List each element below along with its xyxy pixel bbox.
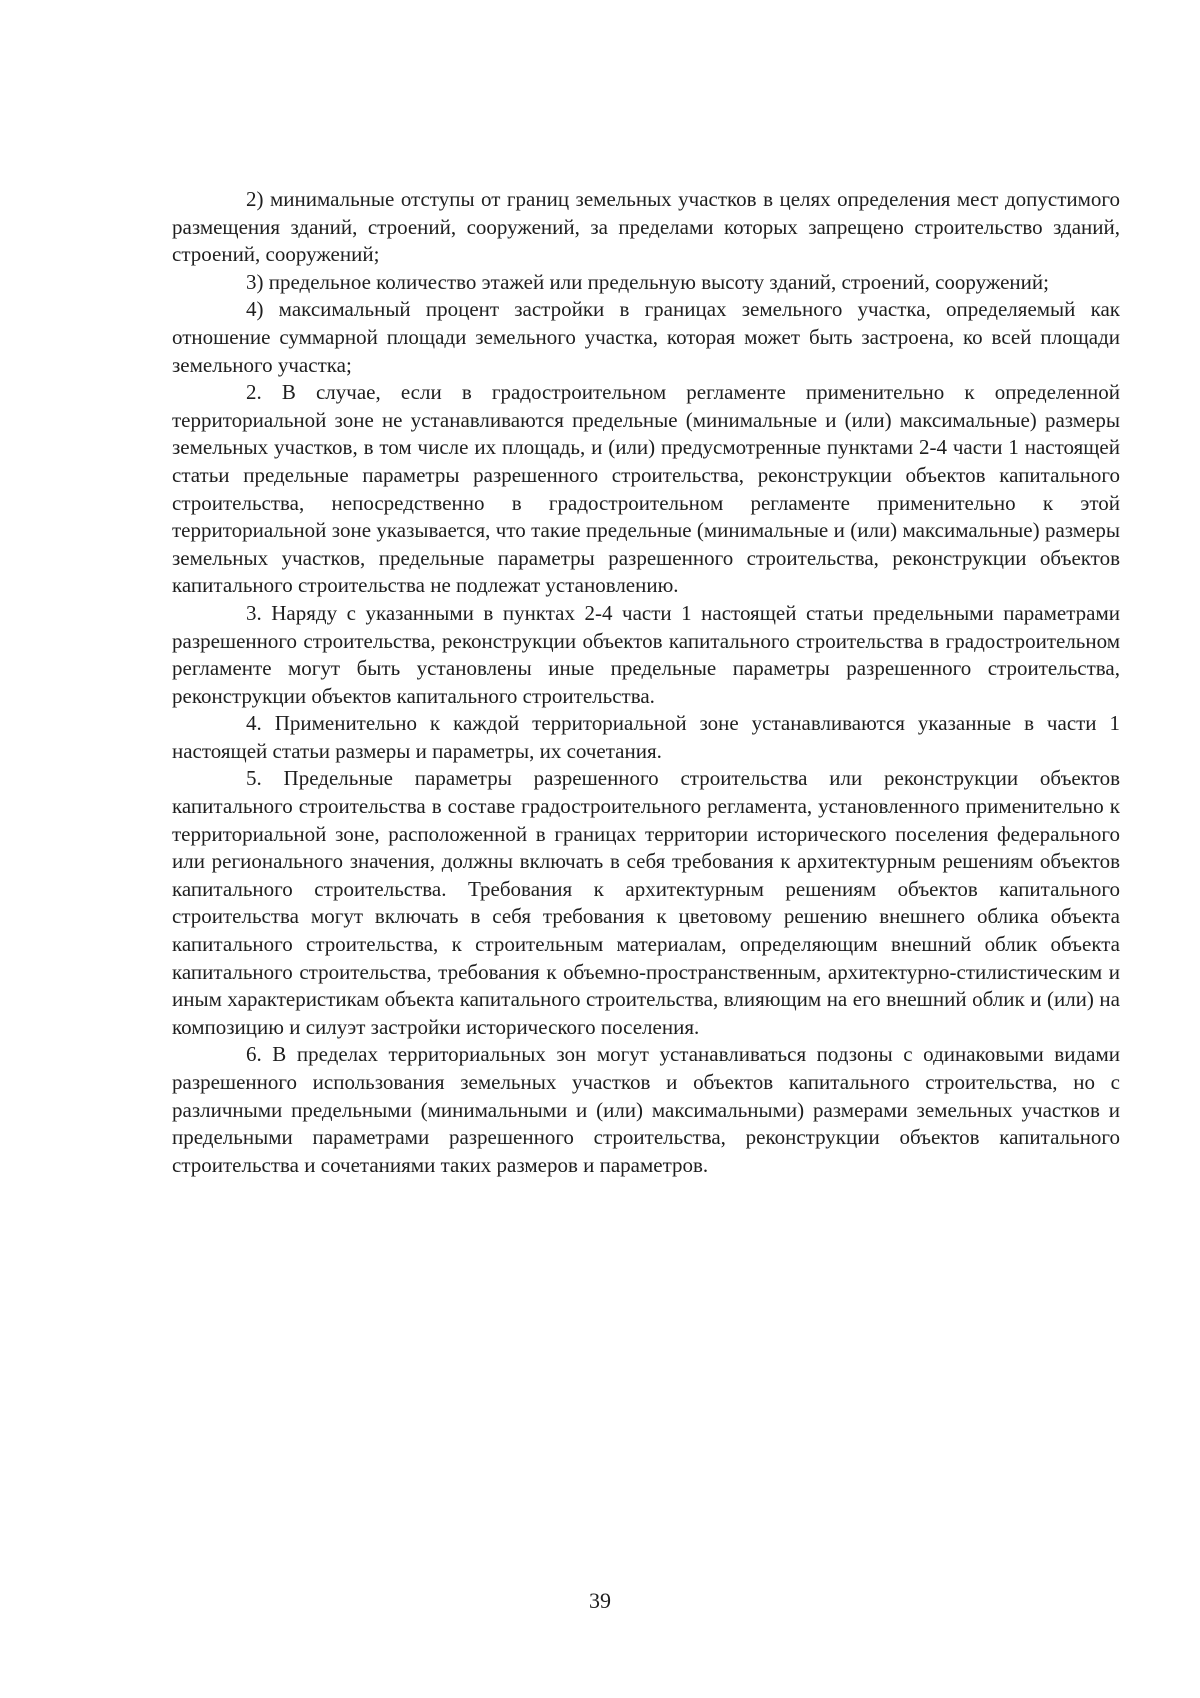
- page-number: 39: [589, 1588, 611, 1613]
- paragraph-item-2: 2) минимальные отступы от границ земельных участков в целях определения мест допустимого размещения зданий, строений, сооружений, за пределами которых запрещено строительство зданий, строений, сооружений;: [172, 187, 1120, 267]
- paragraph-part-6: 6. В пределах территориальных зон могут устанавливаться подзоны с одинаковыми видами разрешенного использования земельных участков и объектов капитального строительства, но с различными предельными (минимальными и (или) максимальными) размерами земельных участков и предельными параметрами разрешенного строительства, реконструкции объектов капитального строительства и сочетаниями таких размеров и параметров.: [172, 1042, 1120, 1177]
- body-text: [172, 186, 1120, 1179]
- paragraph-part-5: 5. Предельные параметры разрешенного строительства или реконструкции объектов капитального строительства в составе градостроительного регламента, установленного применительно к территориальной зоне, расположенной в границах территории исторического поселения федерального или регионального значения, должны включать в себя требования к архитектурным решениям объектов капитального строительства. Требования к архитектурным решениям объектов капитального строительства могут включать в себя требования к цветовому решению внешнего облика объекта капитального строительства, к строительным материалам, определяющим внешний облик объекта капитального строительства, требования к объемно-пространственным, архитектурно-стилистическим и иным характеристикам объекта капитального строительства, влияющим на его внешний облик и (или) на композицию и силуэт застройки исторического поселения.: [172, 766, 1120, 1039]
- paragraph-part-4: 4. Применительно к каждой территориальной зоне устанавливаются указанные в части 1 настоящей статьи размеры и параметры, их сочетания.: [172, 711, 1120, 763]
- paragraph-item-4: 4) максимальный процент застройки в границах земельного участка, определяемый как отношение суммарной площади земельного участка, которая может быть застроена, ко всей площади земельного участка;: [172, 297, 1120, 377]
- paragraph-part-2: 2. В случае, если в градостроительном регламенте применительно к определенной территориальной зоне не устанавливаются предельные (минимальные и (или) максимальные) размеры земельных участков, в том числе их площадь, и (или) предусмотренные пунктами 2-4 части 1 настоящей статьи предельные параметры разрешенного строительства, реконструкции объектов капитального строительства, непосредственно в градостроительном регламенте применительно к этой территориальной зоне указывается, что такие предельные (минимальные и (или) максимальные) размеры земельных участков, предельные параметры разрешенного строительства, реконструкции объектов капитального строительства не подлежат установлению.: [172, 380, 1120, 598]
- paragraph-part-3: 3. Наряду с указанными в пунктах 2-4 части 1 настоящей статьи предельными параметрами разрешенного строительства, реконструкции объектов капитального строительства в градостроительном регламенте могут быть установлены иные предельные параметры разрешенного строительства, реконструкции объектов капитального строительства.: [172, 600, 1120, 708]
- paragraph-item-3: 3) предельное количество этажей или предельную высоту зданий, строений, сооружений;: [246, 269, 1049, 294]
